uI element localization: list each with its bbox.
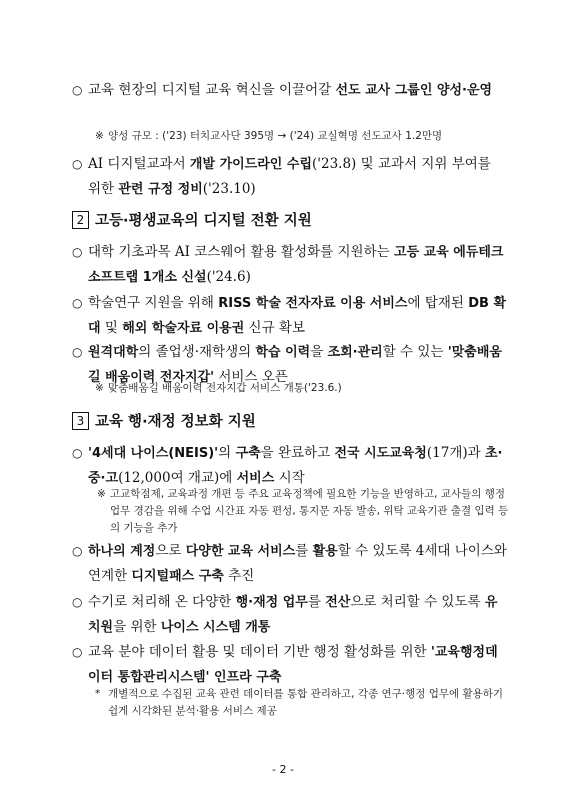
footnote [95, 686, 510, 720]
section-heading [72, 209, 312, 230]
bullet-circle: ○ [72, 83, 83, 97]
bold-text-run: 활용 [312, 544, 338, 559]
bold-text-run: 나이스 시스템 개통 [160, 620, 271, 635]
bullet-item [72, 590, 508, 640]
text-run: AI 디지털교과서 [88, 156, 190, 172]
bold-text-run: 고등 교육 에듀테크 소프트랩 1개소 신설 [88, 245, 504, 285]
bullet-circle: ○ [72, 157, 83, 171]
bold-text-run: 개발 가이드라인 수립 [189, 157, 312, 172]
text-run: 을 완료하고 [260, 445, 335, 461]
note-mark: ※ [95, 130, 104, 142]
bold-text-run: 학습 이력 [255, 345, 311, 360]
text-run: (17개)과 [426, 445, 485, 461]
bullet-item [72, 640, 508, 690]
footnote [97, 486, 510, 537]
bullet-circle: ○ [72, 544, 83, 558]
bullet-item [72, 240, 508, 290]
bullet-item [72, 152, 508, 202]
note-mark: * [95, 688, 101, 700]
bold-text-run: 구축 [235, 446, 261, 461]
text-run: ('23.8) 및 교과서 지위 부여를 위한 [88, 156, 491, 197]
text-run: 으로 [155, 543, 186, 559]
text-run: ('23.10) [202, 181, 256, 197]
bold-text-run: 전국 시도교육청 [334, 446, 427, 461]
bullet-item [72, 78, 508, 103]
text-run: 교육 분야 데이터 활용 및 데이터 기반 행정 활성화를 위한 [88, 644, 431, 660]
bullet-item [72, 441, 508, 491]
text-run: 의 [218, 445, 236, 461]
text-run: 교육 현장의 디지털 교육 혁신을 이끌어갈 [88, 82, 336, 98]
bold-text-run: 다양한 교육 서비스 [185, 544, 296, 559]
bullet-circle: ○ [72, 345, 83, 359]
section-title: 고등·평생교육의 디지털 전환 지원 [95, 213, 312, 229]
text-run: 을 [310, 344, 328, 360]
page-number: - 2 - [272, 763, 294, 776]
note-mark: ※ [97, 488, 106, 500]
bullet-item [72, 539, 508, 589]
text-run: 추진 [223, 568, 255, 584]
section-number-box: 2 [72, 211, 89, 229]
bold-text-run: 원격대학 [88, 345, 139, 360]
text-run: 할 수 있도록 4세대 나이스와 연계한 [88, 543, 507, 584]
bold-text-run: 초·중·고 [88, 446, 503, 486]
bullet-item [72, 291, 508, 341]
bold-text-run: DB 확대 [88, 296, 507, 336]
bold-text-run: 서비스 [236, 471, 275, 486]
text-run: 으로 처리할 수 있도록 [350, 594, 485, 610]
bullet-circle: ○ [72, 245, 83, 259]
note-text: 양성 규모 : ('23) 터치교사단 395명 → ('24) 교실혁명 선도교사 1.2만명 [108, 130, 443, 142]
note-text: 맞춤배움길 배움이력 전자지갑 서비스 개통('23.6.) [108, 382, 342, 394]
section-title: 교육 행·재정 정보화 지원 [95, 414, 256, 430]
note-mark: ※ [95, 382, 104, 394]
bold-text-run: 전산 [325, 595, 351, 610]
text-run: 의 졸업생·재학생의 [138, 344, 256, 360]
bold-text-run: '맞춤배움길 배움이력 전자지갑' [88, 345, 502, 385]
note-text: 고교학점제, 교육과정 개편 등 주요 교육정책에 필요한 기능을 반영하고, 교사들의 행정 업무 경감을 위해 수업 시간표 자동 편성, 통지문 자동 발송, 위탁 교육기관 출결 입력 등의 기능을 추가 [110, 488, 509, 534]
text-run: 시작 [274, 470, 305, 486]
text-run: 를 [295, 543, 313, 559]
bullet-circle: ○ [72, 296, 83, 310]
text-run: (12,000여 개교)에 [118, 470, 237, 486]
text-run: 할 수 있는 [382, 344, 448, 360]
bold-text-run: 하나의 계정 [88, 544, 156, 559]
text-run: 수기로 처리해 온 다양한 [88, 594, 236, 610]
text-run: 신규 확보 [244, 320, 306, 336]
bold-text-run: 해외 학술자료 이용권 [122, 321, 245, 336]
text-run: 에 탑재된 [407, 295, 469, 311]
bold-text-run: 유치원 [88, 595, 498, 635]
note-text: 개별적으로 수집된 교육 관련 데이터를 통합 관리하고, 각종 연구·행정 업무에 활용하기 쉽게 시각화된 분석·활용 서비스 제공 [108, 688, 504, 717]
bold-text-run: '4세대 나이스(NEIS)' [88, 446, 219, 461]
bold-text-run: 관련 규정 정비 [118, 182, 203, 197]
text-run: 대학 기초과목 AI 코스웨어 활용 활성화를 지원하는 [88, 244, 394, 260]
bold-text-run: '교육행정데이터 통합관리시스템' [88, 645, 498, 685]
text-run: 을 위한 [113, 619, 161, 635]
bold-text-run: 행·재정 업무 [235, 595, 308, 610]
section-number-box: 3 [72, 412, 89, 430]
text-run: 서비스 오픈 [214, 369, 288, 385]
text-run: 학술연구 지원을 위해 [88, 295, 219, 311]
bold-text-run: 선도 교사 그룹인 양성·운영 [335, 83, 493, 98]
text-run: ('24.6) [206, 269, 251, 285]
section-heading [72, 410, 256, 431]
footnote [95, 380, 508, 397]
bullet-circle: ○ [72, 595, 83, 609]
bold-text-run: 디지털패스 구축 [131, 569, 224, 584]
bullet-circle: ○ [72, 446, 83, 460]
bullet-circle: ○ [72, 645, 83, 659]
bold-text-run: RISS 학술 전자자료 이용 서비스 [218, 296, 408, 311]
bold-text-run: 조회·관리 [327, 345, 383, 360]
text-run: 및 [100, 320, 123, 336]
footnote [95, 128, 508, 145]
bold-text-run: 인프라 구축 [209, 670, 282, 685]
text-run: 를 [307, 594, 326, 610]
